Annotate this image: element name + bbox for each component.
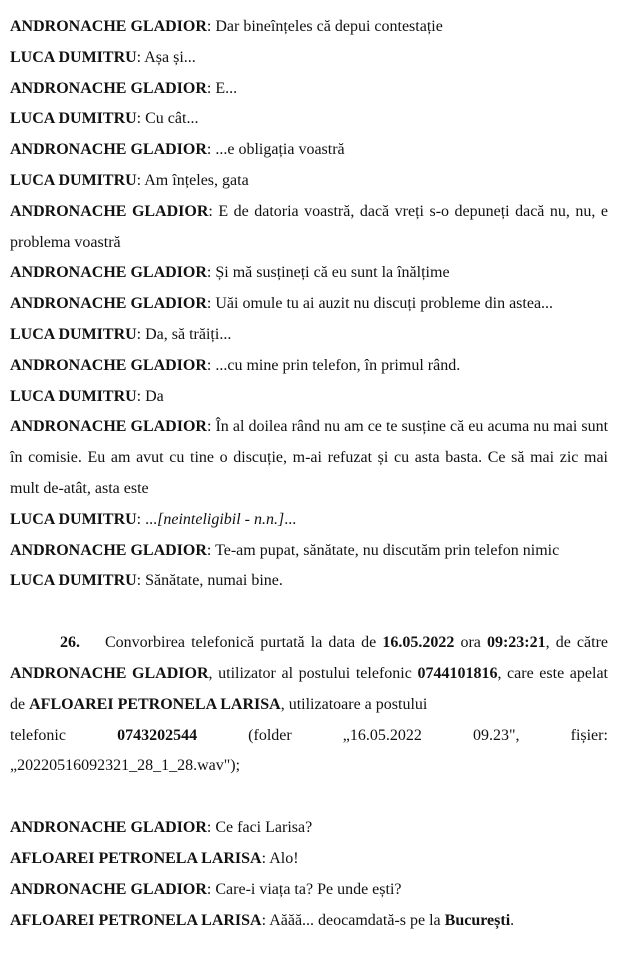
utterance: Dar bineînțeles că depui contestație	[215, 18, 443, 35]
call-text: , de către	[545, 634, 608, 652]
speaker-name: ANDRONACHE GLADIOR	[10, 202, 209, 220]
speaker-name: LUCA DUMITRU	[10, 387, 137, 405]
tel-word: telefonic	[10, 726, 66, 744]
utterance-post: .	[510, 911, 515, 929]
dialogue-line	[10, 566, 608, 597]
dialogue-line	[10, 258, 608, 289]
caller-phone: 0744101816	[417, 664, 498, 682]
dialogue-line	[10, 875, 608, 906]
dialogue-line	[10, 844, 608, 875]
utterance: Cu cât...	[145, 110, 199, 128]
call-date: 16.05.2022	[382, 634, 455, 652]
utterance: În al doilea rând nu am ce te susține că eu acuma nu mai sunt în comisie. Eu am avut cu tine o discuție, m-ai refuzat și cu asta basta. Ce să mai zic mai mult de-atât, asta este	[10, 418, 609, 497]
dialogue-block-2	[10, 813, 608, 936]
utterance: Am înțeles, gata	[144, 171, 249, 189]
folder-date: „16.05.2022	[342, 726, 422, 744]
colon: :	[136, 325, 142, 343]
speaker-name: ANDRONACHE GLADIOR	[10, 79, 207, 97]
call-text: ora	[454, 634, 487, 652]
dialogue-line	[10, 320, 608, 351]
dialogue-line	[10, 197, 608, 259]
speaker-name: ANDRONACHE GLADIOR	[10, 880, 207, 898]
folder-open: (folder	[248, 726, 292, 744]
dialogue-line	[10, 536, 608, 567]
utterance: Da, să trăiți...	[145, 325, 232, 343]
file-name: „20220516092321_28_1_28.wav");	[10, 757, 241, 775]
colon: :	[206, 880, 212, 898]
utterance: Ce faci Larisa?	[215, 819, 313, 837]
speaker-name: AFLOAREI PETRONELA LARISA	[10, 911, 262, 929]
utterance: Care-i viața ta? Pe unde ești?	[215, 880, 402, 898]
colon: :	[261, 849, 267, 867]
speaker-name: ANDRONACHE GLADIOR	[10, 264, 207, 282]
call-text: , utilizator al postului telefonic	[208, 664, 418, 682]
utterance: Și mă susțineți că eu sunt la înălțime	[215, 264, 450, 282]
speaker-name: LUCA DUMITRU	[10, 48, 137, 66]
call-text: , utilizatoare a postului	[280, 695, 428, 713]
dialogue-line	[10, 813, 608, 844]
speaker-name: AFLOAREI PETRONELA LARISA	[10, 849, 262, 867]
dialogue-line	[10, 906, 608, 937]
speaker-name: ANDRONACHE GLADIOR	[10, 819, 207, 837]
utterance: Alo!	[269, 849, 299, 867]
folder-time: 09.23",	[472, 726, 520, 744]
speaker-name: ANDRONACHE GLADIOR	[10, 141, 207, 159]
colon: :	[206, 18, 212, 35]
utterance: E...	[215, 79, 238, 97]
speaker-name: ANDRONACHE GLADIOR	[10, 418, 207, 436]
speaker-name: ANDRONACHE GLADIOR	[10, 356, 207, 374]
utterance: Așa și...	[144, 48, 196, 66]
colon: :	[208, 202, 213, 220]
speaker-name: LUCA DUMITRU	[10, 572, 137, 590]
call-description	[10, 628, 608, 720]
dialogue-line	[10, 74, 608, 105]
dialogue-line	[10, 382, 608, 413]
speaker-name: ANDRONACHE GLADIOR	[10, 541, 207, 559]
callee-phone: 0743202544	[117, 726, 198, 744]
speaker-name: LUCA DUMITRU	[10, 325, 137, 343]
colon: :	[206, 79, 212, 97]
dialogue-line	[10, 505, 608, 536]
colon: :	[136, 171, 142, 189]
dialogue-block-1	[10, 12, 608, 597]
speaker-name: LUCA DUMITRU	[10, 171, 137, 189]
speaker-name: ANDRONACHE GLADIOR	[10, 18, 207, 35]
dialogue-line	[10, 104, 608, 135]
colon: :	[206, 264, 212, 282]
colon: :	[206, 418, 212, 436]
dialogue-line	[10, 351, 608, 382]
document-page	[10, 12, 608, 936]
call-phone-line	[10, 721, 608, 752]
call-record	[10, 628, 608, 782]
speaker-name: LUCA DUMITRU	[10, 510, 137, 528]
colon: :	[206, 819, 212, 837]
utterance: E de datoria voastră, dacă vreți s-o depuneți dacă nu, nu, e problema voastră	[10, 202, 608, 251]
utterance: Te-am pupat, sănătate, nu discutăm prin telefon nimic	[215, 541, 560, 559]
spacer	[10, 782, 608, 813]
colon: :	[206, 356, 212, 374]
colon: :	[136, 510, 142, 528]
colon: :	[261, 911, 267, 929]
colon: :	[206, 541, 212, 559]
dialogue-line	[10, 166, 608, 197]
colon: :	[136, 387, 142, 405]
utterance-post: ...	[284, 510, 297, 528]
editorial-note: [neinteligibil - n.n.]	[157, 510, 285, 528]
colon: :	[136, 572, 142, 590]
spacer	[10, 597, 608, 628]
dialogue-line	[10, 43, 608, 74]
utterance: ...e obligația voastră	[215, 141, 345, 159]
place-name: București	[444, 911, 511, 929]
utterance-pre: Aăăă... deocamdată-s pe la	[269, 911, 445, 929]
call-text: , care este apelat de	[10, 664, 608, 713]
colon: :	[206, 295, 212, 313]
dialogue-line	[10, 289, 608, 320]
callee-name: AFLOAREI PETRONELA LARISA	[29, 695, 281, 713]
utterance: Da	[145, 387, 164, 405]
colon: :	[136, 110, 142, 128]
call-time: 09:23:21	[486, 634, 546, 652]
dialogue-line	[10, 12, 608, 43]
colon: :	[206, 141, 212, 159]
speaker-name: ANDRONACHE GLADIOR	[10, 295, 207, 313]
dialogue-line	[10, 135, 608, 166]
file-label: fișier:	[570, 726, 608, 744]
utterance-pre: ...	[145, 510, 158, 528]
utterance: Uăi omule tu ai auzit nu discuți probleme din astea...	[215, 295, 554, 313]
call-text: Convorbirea telefonică purtată la data de	[105, 634, 383, 652]
utterance: ...cu mine prin telefon, în primul rând.	[215, 356, 461, 374]
colon: :	[136, 48, 142, 66]
call-number: 26.	[60, 634, 80, 652]
caller-name: ANDRONACHE GLADIOR	[10, 664, 209, 682]
speaker-name: LUCA DUMITRU	[10, 110, 137, 128]
dialogue-line	[10, 412, 608, 504]
utterance: Sănătate, numai bine.	[145, 572, 283, 590]
